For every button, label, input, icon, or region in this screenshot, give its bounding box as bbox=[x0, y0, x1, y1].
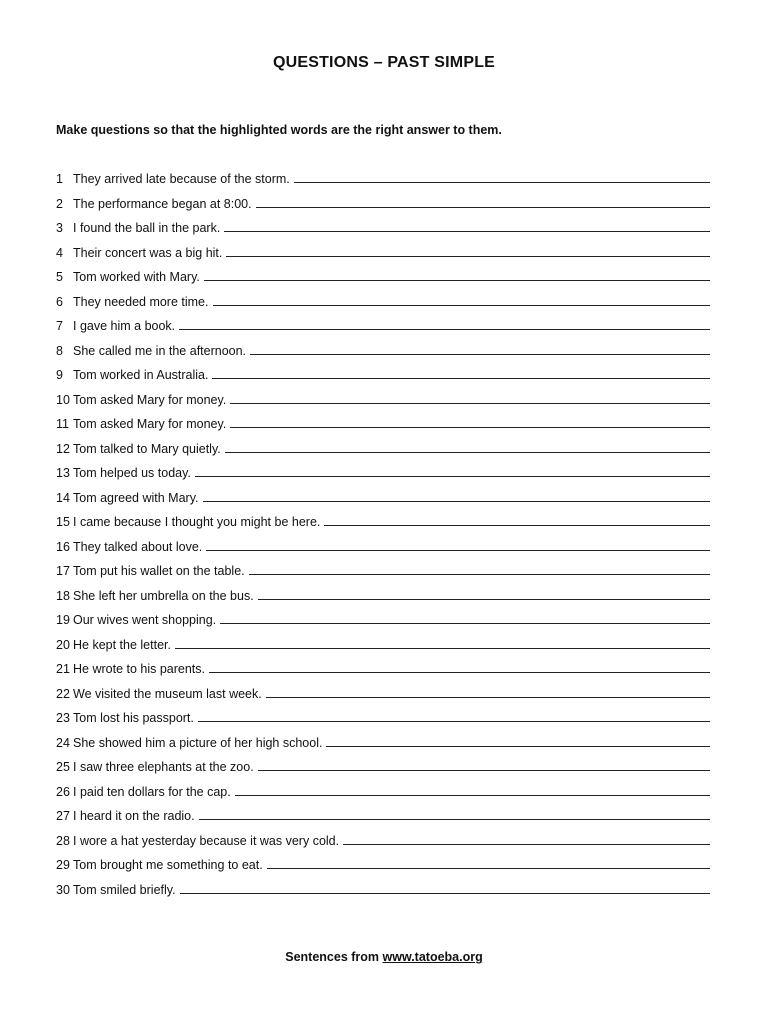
item-number: 25 bbox=[56, 760, 70, 774]
item-number: 15 bbox=[56, 515, 70, 529]
answer-blank-line[interactable] bbox=[199, 808, 710, 820]
item-sentence: I found the ball in the park. bbox=[73, 221, 221, 235]
item-number: 24 bbox=[56, 735, 70, 750]
exercise-item bbox=[56, 416, 712, 441]
item-number: 19 bbox=[56, 613, 70, 627]
item-sentence: He kept the letter. bbox=[73, 637, 171, 652]
answer-blank-line[interactable] bbox=[258, 759, 710, 771]
item-sentence: Their concert was a big hit. bbox=[73, 245, 223, 260]
item-sentence: She called me in the afternoon. bbox=[73, 343, 247, 358]
item-number: 8 bbox=[56, 343, 63, 358]
exercise-item bbox=[56, 784, 712, 809]
item-number: 10 bbox=[56, 392, 70, 407]
answer-blank-line[interactable] bbox=[213, 294, 711, 306]
answer-blank-line[interactable] bbox=[343, 833, 710, 845]
item-number: 16 bbox=[56, 539, 70, 554]
answer-blank-line[interactable] bbox=[175, 637, 710, 649]
item-sentence: Tom worked in Australia. bbox=[73, 368, 209, 382]
exercise-item bbox=[56, 710, 712, 735]
item-number: 7 bbox=[56, 319, 63, 333]
item-sentence: Tom asked Mary for money. bbox=[73, 417, 227, 431]
exercise-item bbox=[56, 539, 712, 564]
worksheet-title: QUESTIONS – PAST SIMPLE bbox=[272, 54, 496, 71]
item-sentence: Tom lost his passport. bbox=[73, 711, 194, 725]
answer-blank-line[interactable] bbox=[230, 392, 710, 404]
instructions-text: Make questions so that the highlighted words are the right answer to them. bbox=[56, 123, 502, 137]
item-number: 3 bbox=[56, 221, 63, 235]
exercise-item bbox=[56, 465, 712, 490]
answer-blank-line[interactable] bbox=[267, 857, 710, 869]
item-number: 17 bbox=[56, 564, 70, 578]
item-sentence: Our wives went shopping. bbox=[73, 613, 217, 627]
answer-blank-line[interactable] bbox=[250, 343, 710, 355]
answer-blank-line[interactable] bbox=[326, 735, 710, 747]
exercise-item bbox=[56, 588, 712, 613]
answer-blank-line[interactable] bbox=[204, 269, 710, 281]
item-number: 30 bbox=[56, 882, 70, 897]
answer-blank-line[interactable] bbox=[220, 612, 710, 624]
item-number: 14 bbox=[56, 490, 70, 505]
item-number: 11 bbox=[56, 417, 69, 431]
exercise-item bbox=[56, 612, 712, 637]
answer-blank-line[interactable] bbox=[235, 784, 710, 796]
item-sentence: Tom worked with Mary. bbox=[73, 270, 200, 284]
answer-blank-line[interactable] bbox=[195, 465, 710, 477]
item-sentence: The performance began at 8:00. bbox=[73, 196, 252, 211]
exercise-item bbox=[56, 343, 712, 368]
exercise-item bbox=[56, 882, 712, 907]
item-sentence: We visited the museum last week. bbox=[73, 686, 262, 701]
item-number: 29 bbox=[56, 858, 70, 872]
answer-blank-line[interactable] bbox=[256, 196, 710, 208]
item-sentence: She left her umbrella on the bus. bbox=[73, 588, 254, 603]
exercise-list bbox=[56, 171, 712, 906]
item-number: 28 bbox=[56, 833, 70, 848]
answer-blank-line[interactable] bbox=[179, 318, 710, 330]
answer-blank-line[interactable] bbox=[230, 416, 710, 428]
answer-blank-line[interactable] bbox=[212, 367, 710, 379]
answer-blank-line[interactable] bbox=[266, 686, 710, 698]
answer-blank-line[interactable] bbox=[209, 661, 710, 673]
exercise-item bbox=[56, 808, 712, 833]
item-sentence: I saw three elephants at the zoo. bbox=[73, 760, 254, 774]
item-number: 23 bbox=[56, 711, 70, 725]
item-sentence: I heard it on the radio. bbox=[73, 809, 195, 823]
exercise-item bbox=[56, 661, 712, 686]
answer-blank-line[interactable] bbox=[224, 220, 710, 232]
item-sentence: He wrote to his parents. bbox=[73, 662, 206, 676]
item-sentence: Tom put his wallet on the table. bbox=[73, 564, 245, 578]
item-sentence: Tom asked Mary for money. bbox=[73, 392, 227, 407]
exercise-item bbox=[56, 318, 712, 343]
exercise-item bbox=[56, 171, 712, 196]
item-sentence: I came because I thought you might be here. bbox=[73, 515, 321, 529]
item-sentence: She showed him a picture of her high school. bbox=[73, 735, 323, 750]
exercise-item bbox=[56, 857, 712, 882]
item-number: 2 bbox=[56, 196, 63, 211]
exercise-item bbox=[56, 441, 712, 466]
exercise-item bbox=[56, 269, 712, 294]
item-number: 1 bbox=[56, 172, 63, 186]
item-number: 22 bbox=[56, 686, 70, 701]
exercise-item bbox=[56, 686, 712, 711]
item-number: 12 bbox=[56, 441, 70, 456]
answer-blank-line[interactable] bbox=[225, 441, 710, 453]
item-sentence: They talked about love. bbox=[73, 539, 203, 554]
item-number: 20 bbox=[56, 637, 70, 652]
answer-blank-line[interactable] bbox=[294, 171, 710, 183]
tatoeba-link[interactable]: www.tatoeba.org bbox=[382, 950, 483, 964]
exercise-item bbox=[56, 563, 712, 588]
item-sentence: Tom brought me something to eat. bbox=[73, 858, 263, 872]
item-sentence: Tom talked to Mary quietly. bbox=[73, 441, 221, 456]
item-number: 27 bbox=[56, 809, 70, 823]
item-sentence: Tom agreed with Mary. bbox=[73, 490, 199, 505]
exercise-item bbox=[56, 833, 712, 858]
item-sentence: Tom helped us today. bbox=[73, 466, 191, 480]
item-number: 21 bbox=[56, 662, 70, 676]
item-number: 26 bbox=[56, 784, 70, 799]
item-sentence: I wore a hat yesterday because it was very cold. bbox=[73, 833, 340, 848]
item-sentence: They arrived late because of the storm. bbox=[73, 172, 290, 186]
exercise-item bbox=[56, 196, 712, 221]
exercise-item bbox=[56, 735, 712, 760]
exercise-item bbox=[56, 514, 712, 539]
exercise-item bbox=[56, 245, 712, 270]
item-number: 13 bbox=[56, 466, 70, 480]
exercise-item bbox=[56, 220, 712, 245]
item-sentence: I paid ten dollars for the cap. bbox=[73, 784, 231, 799]
exercise-item bbox=[56, 759, 712, 784]
item-number: 9 bbox=[56, 368, 63, 382]
item-number: 5 bbox=[56, 270, 63, 284]
answer-blank-line[interactable] bbox=[180, 882, 710, 894]
answer-blank-line[interactable] bbox=[203, 490, 710, 502]
item-number: 18 bbox=[56, 588, 70, 603]
answer-blank-line[interactable] bbox=[226, 245, 710, 257]
item-sentence: I gave him a book. bbox=[73, 319, 176, 333]
item-number: 6 bbox=[56, 294, 63, 309]
exercise-item bbox=[56, 294, 712, 319]
answer-blank-line[interactable] bbox=[258, 588, 710, 600]
item-sentence: They needed more time. bbox=[73, 294, 209, 309]
item-sentence: Tom smiled briefly. bbox=[73, 882, 176, 897]
exercise-item bbox=[56, 637, 712, 662]
answer-blank-line[interactable] bbox=[324, 514, 710, 526]
exercise-item bbox=[56, 392, 712, 417]
answer-blank-line[interactable] bbox=[206, 539, 710, 551]
answer-blank-line[interactable] bbox=[198, 710, 710, 722]
item-number: 4 bbox=[56, 245, 63, 260]
footer-prefix: Sentences from bbox=[285, 950, 380, 964]
exercise-item bbox=[56, 490, 712, 515]
exercise-item bbox=[56, 367, 712, 392]
footer bbox=[0, 950, 768, 964]
answer-blank-line[interactable] bbox=[249, 563, 710, 575]
